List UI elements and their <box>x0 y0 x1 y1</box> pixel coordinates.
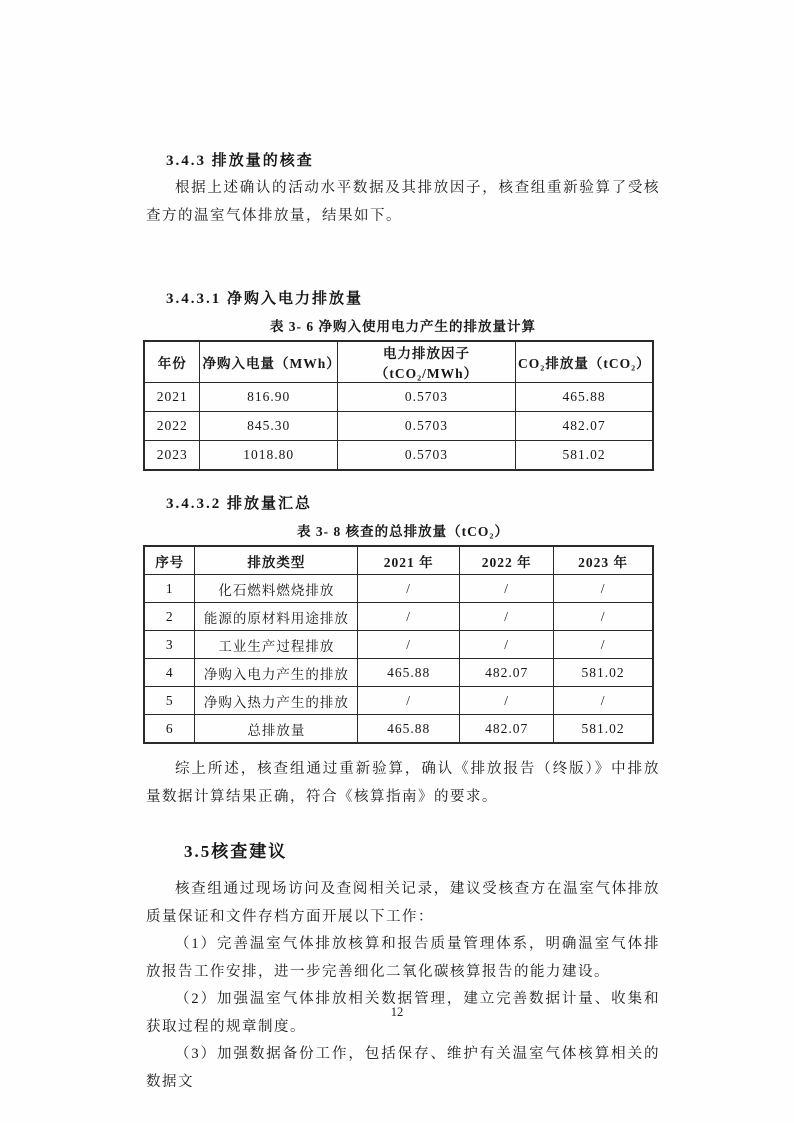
section-heading-3-4-3-1: 3.4.3.1 净购入电力排放量 <box>166 291 364 307</box>
table-row <box>144 603 653 631</box>
table-row <box>144 412 653 441</box>
cell: 0.5703 <box>337 412 515 441</box>
header-cell-index: 序号 <box>144 546 195 575</box>
cell: / <box>554 575 653 603</box>
cell: 2021 <box>144 383 200 412</box>
cell: 6 <box>144 715 195 744</box>
section-heading-3-4-3-2: 3.4.3.2 排放量汇总 <box>166 496 313 512</box>
table-3-6 <box>143 340 654 471</box>
cell: 总排放量 <box>195 715 358 744</box>
section-3-5-intro-paragraph: 核查组通过现场访问及查阅相关记录，建议受核查方在温室气体排放质量保证和文件存档方面开展以下工作： <box>146 881 660 925</box>
cell: 2022 <box>144 412 200 441</box>
cell: 化石燃料燃烧排放 <box>195 575 358 603</box>
header-cell-emission-factor: 电力排放因子（tCO₂/MWh） <box>337 341 515 383</box>
header-cell-2022: 2022 年 <box>460 546 554 575</box>
table-3-8-header-row <box>144 546 653 575</box>
cell: 581.02 <box>554 659 653 687</box>
table-row <box>144 715 653 744</box>
cell: / <box>554 631 653 659</box>
table-3-6-header-row <box>144 341 653 383</box>
cell: 465.88 <box>358 715 460 744</box>
cell: / <box>554 687 653 715</box>
page-content <box>146 0 660 1096</box>
cell: 5 <box>144 687 195 715</box>
table-3-8 <box>143 545 654 744</box>
page-number: 12 <box>390 1005 404 1019</box>
cell: 4 <box>144 659 195 687</box>
cell: 581.02 <box>554 715 653 744</box>
cell: / <box>358 603 460 631</box>
cell: / <box>358 687 460 715</box>
cell: / <box>460 631 554 659</box>
header-cell-emission-type: 排放类型 <box>195 546 358 575</box>
cell: 2 <box>144 603 195 631</box>
recommendation-item-3: （3）加强数据备份工作，包括保存、维护有关温室气体核算相关的数据文 <box>146 1046 660 1090</box>
conclusion-paragraph: 综上所述，核查组通过重新验算，确认《排放报告（终版）》中排放量数据计算结果正确，符合《核算指南》的要求。 <box>146 761 660 805</box>
table-3-8-title: 表 3- 8 核查的总排放量（tCO₂） <box>297 524 509 539</box>
cell: 0.5703 <box>337 383 515 412</box>
cell: 2023 <box>144 441 200 471</box>
cell: 816.90 <box>200 383 337 412</box>
section-heading-3-5: 3.5核查建议 <box>184 842 288 861</box>
table-row <box>144 687 653 715</box>
cell: / <box>460 575 554 603</box>
cell: 0.5703 <box>337 441 515 471</box>
cell: 581.02 <box>516 441 653 471</box>
table-row <box>144 659 653 687</box>
cell: 465.88 <box>516 383 653 412</box>
table-row <box>144 383 653 412</box>
header-cell-2021: 2021 年 <box>358 546 460 575</box>
recommendation-item-1: （1）完善温室气体排放核算和报告质量管理体系，明确温室气体排放报告工作安排，进一步完善细化二氧化碳核算报告的能力建设。 <box>146 936 660 980</box>
cell: / <box>358 575 460 603</box>
cell: 1 <box>144 575 195 603</box>
cell: 能源的原材料用途排放 <box>195 603 358 631</box>
header-cell-2023: 2023 年 <box>554 546 653 575</box>
cell: 1018.80 <box>200 441 337 471</box>
table-3-6-title: 表 3- 6 净购入使用电力产生的排放量计算 <box>269 319 537 334</box>
cell: 465.88 <box>358 659 460 687</box>
cell: 482.07 <box>516 412 653 441</box>
section-3-4-3-paragraph: 根据上述确认的活动水平数据及其排放因子，核查组重新验算了受核查方的温室气体排放量，结果如下。 <box>146 180 660 224</box>
cell: 482.07 <box>460 659 554 687</box>
cell: 482.07 <box>460 715 554 744</box>
table-row <box>144 575 653 603</box>
recommendation-item-2: （2）加强温室气体排放相关数据管理，建立完善数据计量、收集和获取过程的规章制度。 <box>146 991 660 1035</box>
cell: 净购入热力产生的排放 <box>195 687 358 715</box>
section-heading-3-4-3: 3.4.3 排放量的核查 <box>166 153 314 169</box>
table-row <box>144 631 653 659</box>
cell: / <box>358 631 460 659</box>
header-cell-co2-emission: CO₂排放量（tCO₂） <box>516 341 653 383</box>
header-cell-net-purchased-electricity: 净购入电量（MWh） <box>200 341 337 383</box>
cell: / <box>460 603 554 631</box>
cell: 845.30 <box>200 412 337 441</box>
table-row <box>144 441 653 471</box>
cell: / <box>460 687 554 715</box>
cell: / <box>554 603 653 631</box>
cell: 工业生产过程排放 <box>195 631 358 659</box>
cell: 3 <box>144 631 195 659</box>
header-cell-year: 年份 <box>144 341 200 383</box>
cell: 净购入电力产生的排放 <box>195 659 358 687</box>
